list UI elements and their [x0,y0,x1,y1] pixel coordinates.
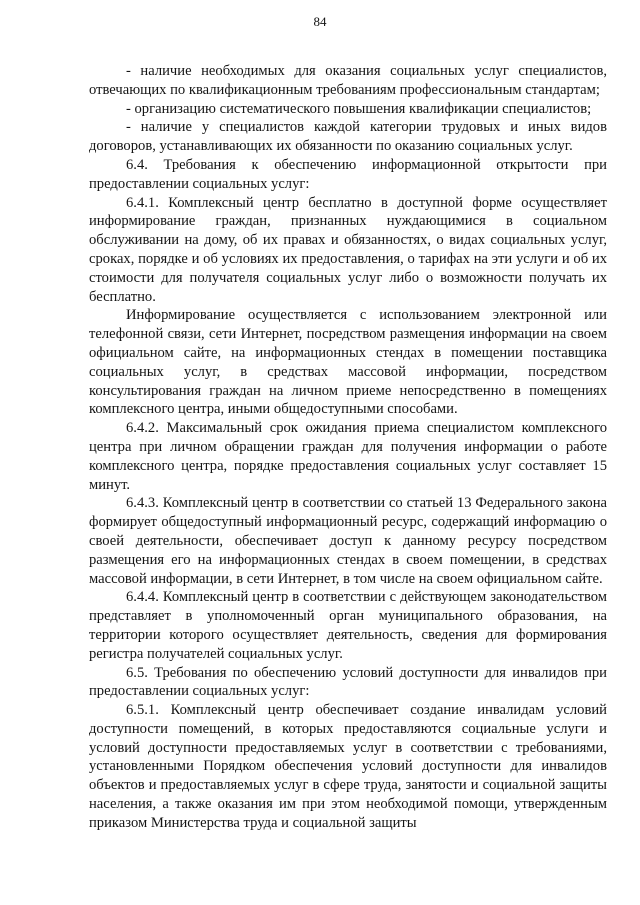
paragraph-specialists-qualification: - наличие необходимых для оказания социальных услуг специалистов, отвечающих по квалификационным требованиям профессиональным стандартам; [89,63,607,98]
page-number: 84 [313,14,327,29]
paragraph-6-4-1: 6.4.1. Комплексный центр бесплатно в доступной форме осуществляет информирование граждан, признанных нуждающимися в социальном обслуживании на дому, об их правах и обязанностях, о видах социальных услуг, сроках, порядке и об условиях их предоставления, о тарифах на эти услуги и об их стоимости для получателя социальных услуг либо о возможности получать их бесплатно. [89,194,607,305]
paragraph-training-organization: - организацию систематического повышения квалификации специалистов; [126,100,592,117]
paragraph-employment-contracts: - наличие у специалистов каждой категории трудовых и иных видов договоров, устанавливающих их обязанности по оказанию социальных услуг. [89,119,607,155]
paragraph-6-5-1: 6.5.1. Комплексный центр обеспечивает создание инвалидам условий доступности помещений, в которых предоставляются социальные услуги и условий доступности предоставляемых услуг в соответствии с требованиями, установленными Порядком обеспечения условий доступности для инвалидов объектов и предоставляемых услуг в сфере труда, занятости и социальной защиты населения, а также оказания им при этом необходимой помощи, утвержденным приказом Министерства труда и социальной защиты [89,702,607,831]
paragraph-6-4-2: 6.4.2. Максимальный срок ожидания приема специалистом комплексного центра при личном обращении граждан для получения информации о работе комплексного центра, порядке предоставления социальных услуг составляет 15 минут. [89,420,607,493]
paragraph-informing-methods: Информирование осуществляется с использованием электронной или телефонной связи, сети Интернет, посредством размещения информации на своем официальном сайте, на информационных стендах в помещении поставщика социальных услуг, в средствах массовой информации, посредством консультирования граждан на личном приеме непосредственно в помещениях комплексного центра, иными общедоступными способами. [89,307,607,418]
document-body [89,62,607,833]
paragraph-6-4-heading: 6.4. Требования к обеспечению информационной открытости при предоставлении социальных услуг: [89,156,607,192]
paragraph-6-4-4: 6.4.4. Комплексный центр в соответствии с действующем законодательством представляет в уполномоченный орган муниципального образования, на территории которого осуществляет деятельность, сведения для формирования регистра получателей социальных услуг. [89,589,607,662]
paragraph-6-5-heading: 6.5. Требования по обеспечению условий доступности для инвалидов при предоставлении социальных услуг: [89,664,607,700]
paragraph-6-4-3: 6.4.3. Комплексный центр в соответствии со статьей 13 Федерального закона формирует общедоступный информационный ресурс, содержащий информацию о своей деятельности, обеспечивает доступ к данному ресурсу посредством размещения его на информационных стендах в своем помещении, в средствах массовой информации, в сети Интернет, в том числе на своем официальном сайте. [89,495,607,587]
